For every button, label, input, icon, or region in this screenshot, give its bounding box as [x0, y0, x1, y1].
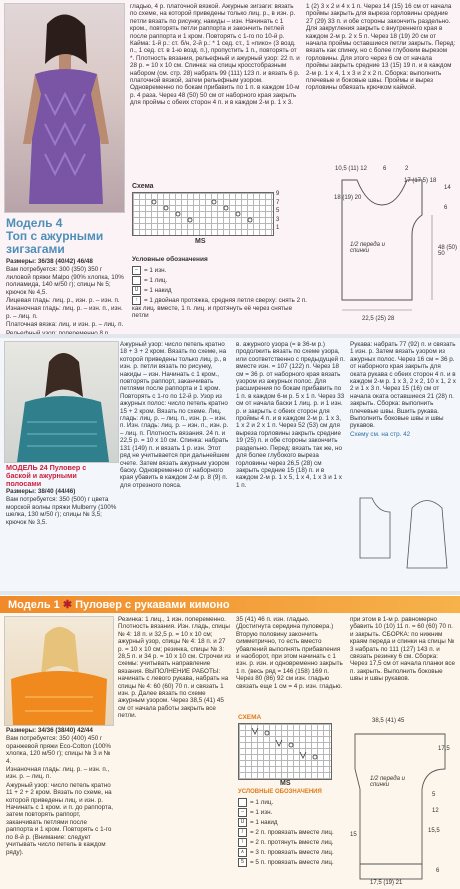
- legend: [238, 798, 348, 888]
- legend-text: = 1 накид: [250, 819, 278, 827]
- model-1-column-4: [350, 616, 456, 711]
- row-number: 1: [276, 225, 280, 231]
- legend-item: [238, 848, 348, 857]
- legend-text: = 2 п. провязать вместе лиц.: [250, 829, 334, 837]
- yarn-over-icon: U: [132, 286, 141, 295]
- legend-text: = 1 двойная протяжка, средняя петля сверху: снять 2 п. как лиц. вместе, 1 п. лиц. и протянуть её через снятые петли: [132, 297, 307, 320]
- dimension-label: 6: [383, 166, 387, 172]
- chart-symbols: [133, 193, 273, 235]
- model-24-specs: [6, 488, 118, 588]
- materials-text: Вам потребуется: 350 (500) г цвета морской волны пряжи Mulberry (100% шелка, 130 м/50 г); спицы № 3,5; крючок № 3,5.: [6, 496, 117, 526]
- model-1-title-bar: [0, 596, 460, 613]
- woman-top-illustration: [5, 4, 124, 212]
- dimension-label: 17,5 (19) 21: [370, 880, 403, 886]
- legend-title: Условные обозначения: [132, 256, 208, 263]
- yarn-over-icon: U: [238, 818, 247, 827]
- dimension-label: 5: [432, 792, 436, 798]
- dimension-label: 10,5 (11) 12: [335, 166, 367, 172]
- title-line-3: зигзагами: [6, 242, 65, 256]
- dimension-label: 22,5 (25) 28: [362, 316, 395, 322]
- purl-symbol-icon: –: [132, 266, 141, 275]
- model-24-column-4: [350, 341, 456, 481]
- purl-stitch-text: Изнаночная гладь: лиц. р. – изн. п., изн. р. – лиц. п.: [6, 766, 110, 781]
- openwork-text: Ажурный узор: число петель кратно 11 + 2 + 2 кром. Вязать по схеме, на которой приведены лиц. и изн. р. Начинать с 1 кром. и п. до раппорта, затем повторять раппорт, заканчивать петлями после раппорта и 1 кром. Повторять с 1-го по 8-й р. (Внимание: следует учитывать число петель в каждом ряду).: [6, 781, 114, 856]
- instructions-col-3: 1 (2) 3 х 2 и 4 х 1 п. Через 14 (15) 16 см от начала проймы закрыть для выреза горловины средние 27 (29) 33 п. и обе стороны закончить раздельно. Для закругления закрыть с внутреннего края в каждом 2-м р. 2 х 5 п. Через 18 (19) 20 см от начала проймы оставшиеся петли закрыть. Перед: вязать как спинку, но с более глубоким вырезом горловины. Для этого через 6 см от начала проймы закрыть средние 13 (15) 19 п. и в каждом 2-м р. 1 х 4, 1 х 3 и 2 х 2 п. Сборка: выполнить плечевые и боковые швы. Проймы и вырез горловины обвязать крючком каймой.: [306, 3, 456, 92]
- woman-pullover-illustration: [5, 342, 118, 462]
- legend-text: = 5 п. провязать вместе лиц.: [250, 859, 334, 867]
- model-4-photo: [4, 3, 125, 213]
- title-line-2: Топ с ажурными: [6, 229, 104, 243]
- instructions-col-2: Ажурный узор: число петель кратно 18 + 3 + 2 кром. Вязать по схеме, на которой приведены только лиц. р., в изн. р. петли вязать по рисунку, накиды – изн. Начинать с 1 кром., повторять раппорт, заканчивать петлями после раппорта и 1 кром. Повторять с 1-го по 12-й р. Узор из ажурных полос: число петель кратно 15 + 2 кром. Вязать по схеме. Лиц. гладь: лиц. р. – лиц. п., изн. р. – изн. п. Изн. гладь: лиц. р. – изн. п., изн. р. – лиц. п. Плотность вязания. 24 п. и 22,5 р. = 10 х 10 см. Спинка: набрать 131 (149) п. и вязать 1 р. изн. Этот ряд не учитывается при дальнейшем счете. Затем вязать ажурным узором баску. Одновременно от наборного края убавить в каждом 2-м р. 8 (9) п. для отрезного пояса.: [120, 341, 230, 489]
- row-number: 9: [276, 191, 280, 197]
- legend-item: [132, 296, 307, 320]
- legend-item: [238, 808, 348, 817]
- model-1-specs: [6, 727, 114, 887]
- title-line-1: Модель 4: [6, 216, 63, 230]
- chart-symbols: [239, 724, 331, 779]
- legend-text: = 1 изн.: [144, 267, 167, 275]
- row-number: 5: [276, 208, 280, 214]
- instructions-col-4: при этом в 1-м р. равномерно убавить 10 (10) 11 п. = 60 (60) 70 п. и закрыть. СБОРКА: по нижним краям переда и спинки на спицы № 3 набрать по 111 (127) 143 п. и связать резинку 6 см. Сборка: Через 17,5 см от начала планки все п. закрыть. Выполнить боковые швы и швы рукавов.: [350, 616, 455, 683]
- legend-title: УСЛОВНЫЕ ОБОЗНАЧЕНИЯ: [238, 789, 322, 795]
- flat-knit-text: Платочная вязка: лиц. и изн. р. – лиц. п.: [6, 321, 124, 329]
- model-4-column-2: [130, 3, 300, 181]
- k3tog-icon: ∧: [238, 848, 247, 857]
- legend-text: = 1 накид: [144, 287, 172, 295]
- legend-text: = 1 лиц.: [144, 277, 168, 285]
- knit-symbol-icon: [132, 276, 141, 285]
- ms-label: MS: [280, 780, 291, 787]
- section-model-4: [0, 0, 460, 334]
- model-24-pattern-diagram: [352, 488, 456, 588]
- legend-item: [132, 266, 307, 275]
- model-4-column-3: [306, 3, 456, 158]
- section-model-1: [0, 596, 460, 889]
- legend-item: [238, 818, 348, 827]
- dimension-label: 6: [436, 868, 440, 874]
- legend-text: = 1 изн.: [250, 809, 273, 817]
- section-model-24: [0, 338, 460, 591]
- model-4-specs: [6, 258, 124, 334]
- front-stitch-text: Лицевая гладь: лиц. р., изн. р. – изн. п.: [6, 297, 120, 305]
- k5tog-icon: 5: [238, 858, 247, 867]
- purl-symbol-icon: –: [238, 808, 247, 817]
- model-name: Пуловер с рукавами кимоно: [75, 599, 230, 611]
- knitting-chart: [132, 192, 274, 236]
- model-24-column-3: [236, 341, 346, 589]
- dimension-label: 12: [432, 808, 439, 814]
- section-divider: [0, 591, 460, 595]
- pattern-piece-label: 1/2 переда и спинки: [370, 776, 405, 788]
- model-1-column-3: [236, 616, 344, 711]
- sizes-text: Размеры: 36/38 (40/42) 46/48: [6, 258, 93, 265]
- legend-text: = 3 п. провязать вместе лиц.: [250, 849, 334, 857]
- model-24-title: МОДЕЛЬ 24 Пуловер с баской и ажурными полосами: [6, 463, 87, 488]
- row-number: 3: [276, 216, 280, 223]
- instructions-col-2: гладью, 4 р. платочной вязкой. Ажурные зигзаги: вязать по схеме, на которой приведены только лиц. р., в изн. р. петли вязать по рисунку, накиды – изн. Начинать с 1 кром., повторять петли раппорта и закончить петлей после раппорта и 1 кром. Повторять с 1-го по 10-й р. Кайма: 1-й р.: ст. б/н, 2-й р.: * 1 сед. ст., 1 «пико» (3 возд. п., 1 сед. ст. в 1-ю возд. п.), пропустить 1 п., повторять от *. Плотность вязания, рельефный и ажурный узор: 22 п. и 28 р. = 10 х 10 см. Спинка: на спицы кросстобразным набором (см. стр. 28) набрать 99 (111) 123 п. и вязать 6 р. платочной вязкой, затем рельефным узором. Одновременно по бокам прибавить по 1 п. в каждом 10-м р. 4 раза. Через 48 (50) 50 см от наборного края закрыть для проймы с обеих сторон 4 п. и в каждом 2-м р. 1 х 3.: [130, 3, 300, 107]
- double-decrease-icon: ↑: [132, 296, 141, 305]
- schema-label: Схема: [132, 183, 154, 190]
- model-24-column-2: [120, 341, 232, 589]
- materials-text: Вам потребуется: 350 (400) 450 г оранжевой пряжи Eco-Cotton (100% хлопка, 120 м/50 г); спицы № 3 и № 4.: [6, 735, 111, 765]
- model-1-column-2: [118, 616, 232, 886]
- legend-item: [238, 858, 348, 867]
- materials-text: Вам потребуется: 300 (350) 350 г лиловой пряжи Malpo (90% хлопка, 10% полиамида, 140 м/50 г); спицы № 5; крючок № 4,5.: [6, 266, 124, 296]
- dimension-label: 15,5: [428, 828, 440, 834]
- legend-item: [238, 838, 348, 847]
- woman-orange-pullover-illustration: [5, 617, 113, 725]
- dimension-label: 6: [444, 205, 448, 211]
- dimension-label: 17,5: [438, 746, 450, 752]
- legend-text: = 2 п. протянуть вместе лиц.: [250, 839, 334, 847]
- chart-row-numbers: [276, 190, 279, 233]
- dimension-label: 38,5 (41) 45: [372, 718, 405, 724]
- dimension-label: 14: [444, 185, 451, 191]
- knitting-chart: [238, 723, 332, 780]
- dimension-label: 48 (50) 50: [438, 245, 458, 257]
- sizes-text: Размеры: 38/40 (44/46): [6, 488, 76, 495]
- model-1-photo: [4, 616, 114, 726]
- legend-item: [238, 828, 348, 837]
- pattern-piece-label: 1/2 переда и спинки: [350, 242, 385, 254]
- sizes-text: Размеры: 34/36 (38/40) 42/44: [6, 727, 93, 734]
- instructions-col-3: в. ажурного узора (= в 36-м р.) продолжить вязать по схеме узора, или соответственно с предыдущей п. вместе изн. = 107 (122) п. Через 18 см = 36 р. от наборного края вязать узором из ажурных полос. Для расширения по бокам прибавить по 1 п. в каждом 6-м р. 5 х 1 п. Через 33 см от начала баски 1 лиц. р. и 1 изн. р. и закрыть с обеих сторон для проймы 4 п. и в каждом 2-м р. 1 х 3, 1 х 2 и 2 х 1 п. Через 52 (53) см для выреза горловины закрыть средние 19 (25) п. и обе стороны закончить раздельно. Перед: вязать так же, но для более глубокого выреза горловины через 26,5 (28) см закрыть средние 15 (18) п. и в каждом 2-м р. 1 х 5, 1 х 4, 1 х 3 и 1 х 1 п.: [236, 341, 346, 489]
- dimension-label: 17 (17,5) 18: [404, 178, 437, 184]
- ssk-icon: \: [238, 838, 247, 847]
- legend-item: [238, 798, 348, 807]
- instructions-col-3: 35 (41) 46 п. изн. гладью. (Достигнута середина пуловера.) Вторую половину закончить симметрично, то есть вместо убавлений выполнять прибавления и наоборот, при этом начинать с 1 изн. р. изн. и одновременно закрыть 1 п. (весь ряд = 146 (158) 169 п. Через 80 (86) 92 см изн. гладью связать еще 1 см = 4 р. изн. гладью.: [236, 616, 343, 690]
- legend-text: = 1 лиц.: [250, 799, 274, 807]
- ms-label: MS: [195, 238, 206, 245]
- schema-label: СХЕМА: [238, 714, 262, 721]
- model-1-title: [8, 598, 230, 611]
- row-number: 7: [276, 199, 280, 206]
- schema-link[interactable]: Схему см. на стр. 42: [350, 430, 411, 438]
- knit-symbol-icon: [238, 798, 247, 807]
- legend-item: [132, 286, 307, 295]
- dimension-label: 15: [350, 832, 357, 838]
- instructions-col-4: Рукава: набрать 77 (92) п. и связать 1 изн. р. Затем вязать узором из ажурных полос. Через 16 см = 36 р. от наборного края закрыть для оката рукава с обеих сторон 4 п. и в каждом 2-м р. 1 х 3, 2 х 2, 10 х 1, 2 х 2 и 1 х 3 п. Через 15 (16) см от начала оката оставшиеся 21 (28) п. закрыть. Сборка: выполнить плечевые швы. Вшить рукава. Выполнить боковые швы и швы рукавов.: [350, 341, 456, 430]
- dimension-label: 18 (19) 20: [334, 195, 362, 201]
- dimension-label: 2: [405, 166, 409, 172]
- legend: [132, 266, 307, 330]
- model-number: Модель 1: [8, 599, 60, 611]
- legend-item: [132, 276, 307, 285]
- model-24-photo: [4, 341, 119, 463]
- instructions-col-2: Резинка: 1 лиц., 1 изн. попеременно. Плотность вязания. Изн. гладь, спицы № 4: 18 п. и 32,5 р. = 10 х 10 см; ажурный узор, спицы № 4: 18 п. и 27 р. = 10 х 10 см; резинка, спицы № 3: 28,5 п. и 34 р. = 10 х 10 см. Строчки из схемы: учитывать направление вязания. ВЫПОЛНЕНИЕ РАБОТЫ: начинать с левого рукава, набрать на спицы № 4: 60 (60) 70 п. и связать 1 изн. р. Далее вязать по схеме ажурным узором. Через 38,5 (41) 45 см от начала работы закрыть все петли.: [118, 616, 231, 720]
- k2tog-icon: /: [238, 828, 247, 837]
- star-icon: ✱: [62, 599, 76, 611]
- model-1-pattern-diagram: [350, 714, 456, 886]
- purl-stitch-text: Изнаночная гладь: лиц. р. – изн. п., изн. р. – лиц. п.: [6, 305, 123, 320]
